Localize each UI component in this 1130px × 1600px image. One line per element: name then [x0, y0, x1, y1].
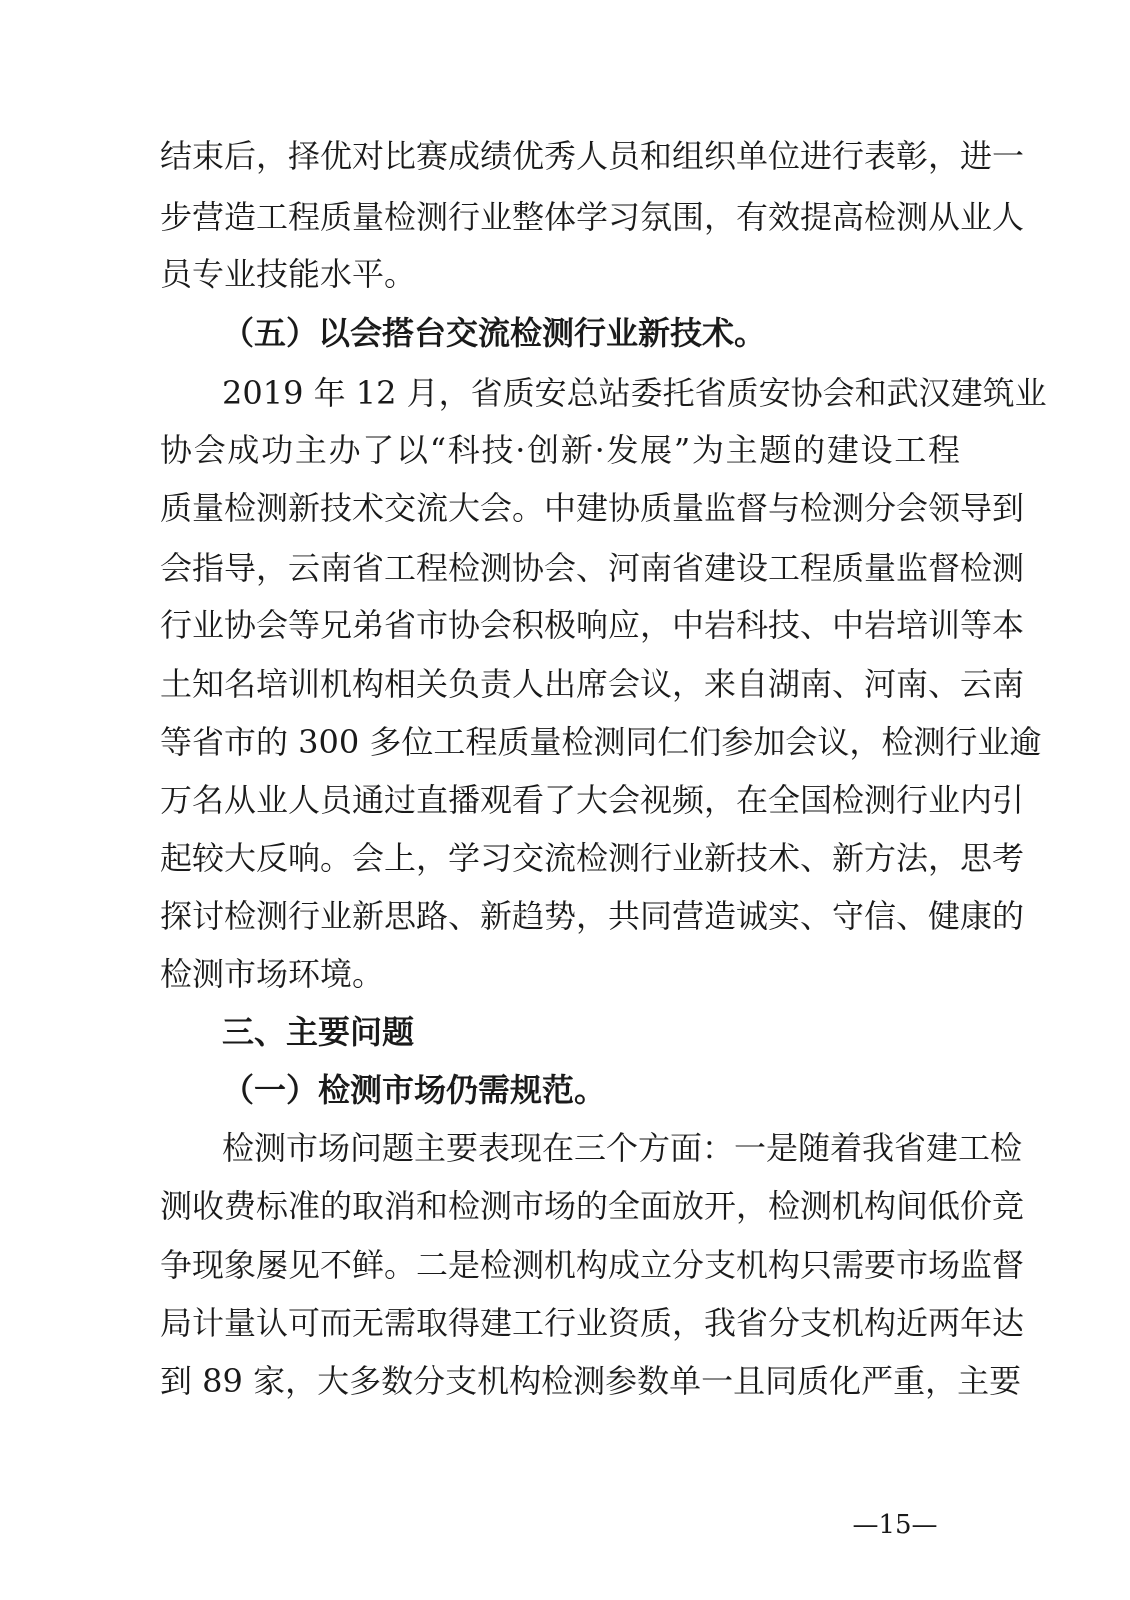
- text-line: 争现象屡见不鲜。二是检测机构成立分支机构只需要市场监督: [160, 1246, 1025, 1284]
- text-line: 会指导，云南省工程检测协会、河南省建设工程质量监督检测: [160, 549, 1025, 587]
- text-line: 土知名培训机构相关负责人出席会议，来自湖南、河南、云南: [160, 665, 1025, 703]
- text-line: 万名从业人员通过直播观看了大会视频，在全国检测行业内引: [160, 781, 1025, 819]
- text-line: 起较大反响。会上，学习交流检测行业新技术、新方法，思考: [160, 839, 1025, 877]
- page-number: —15—: [852, 1510, 938, 1540]
- text-line: 等省市的 300 多位工程质量检测同仁们参加会议，检测行业逾: [160, 723, 1042, 761]
- section-heading: （五）以会搭台交流检测行业新技术。: [222, 314, 767, 352]
- text-line: 检测市场问题主要表现在三个方面：一是随着我省建工检: [222, 1129, 1023, 1167]
- text-line: 结束后，择优对比赛成绩优秀人员和组织单位进行表彰，进一: [160, 137, 1025, 175]
- text-line: 行业协会等兄弟省市协会积极响应，中岩科技、中岩培训等本: [160, 606, 1025, 644]
- text-line: 2019 年 12 月，省质安总站委托省质安协会和武汉建筑业: [222, 374, 1047, 412]
- section-heading: 三、主要问题: [222, 1013, 415, 1051]
- text-line: 测收费标准的取消和检测市场的全面放开，检测机构间低价竞: [160, 1187, 1025, 1225]
- text-line: 协会成功主办了以“科技·创新·发展”为主题的建设工程: [160, 431, 960, 469]
- subsection-heading: （一）检测市场仍需规范。: [222, 1071, 607, 1109]
- text-line: 局计量认可而无需取得建工行业资质，我省分支机构近两年达: [160, 1304, 1025, 1342]
- text-line: 探讨检测行业新思路、新趋势，共同营造诚实、守信、健康的: [160, 897, 1025, 935]
- text-line: 员专业技能水平。: [160, 255, 417, 293]
- text-line: 步营造工程质量检测行业整体学习氛围，有效提高检测从业人: [160, 198, 1025, 236]
- text-line: 质量检测新技术交流大会。中建协质量监督与检测分会领导到: [160, 489, 1025, 527]
- text-line: 到 89 家，大多数分支机构检测参数单一且同质化严重，主要: [160, 1362, 1022, 1400]
- text-line: 检测市场环境。: [160, 955, 385, 993]
